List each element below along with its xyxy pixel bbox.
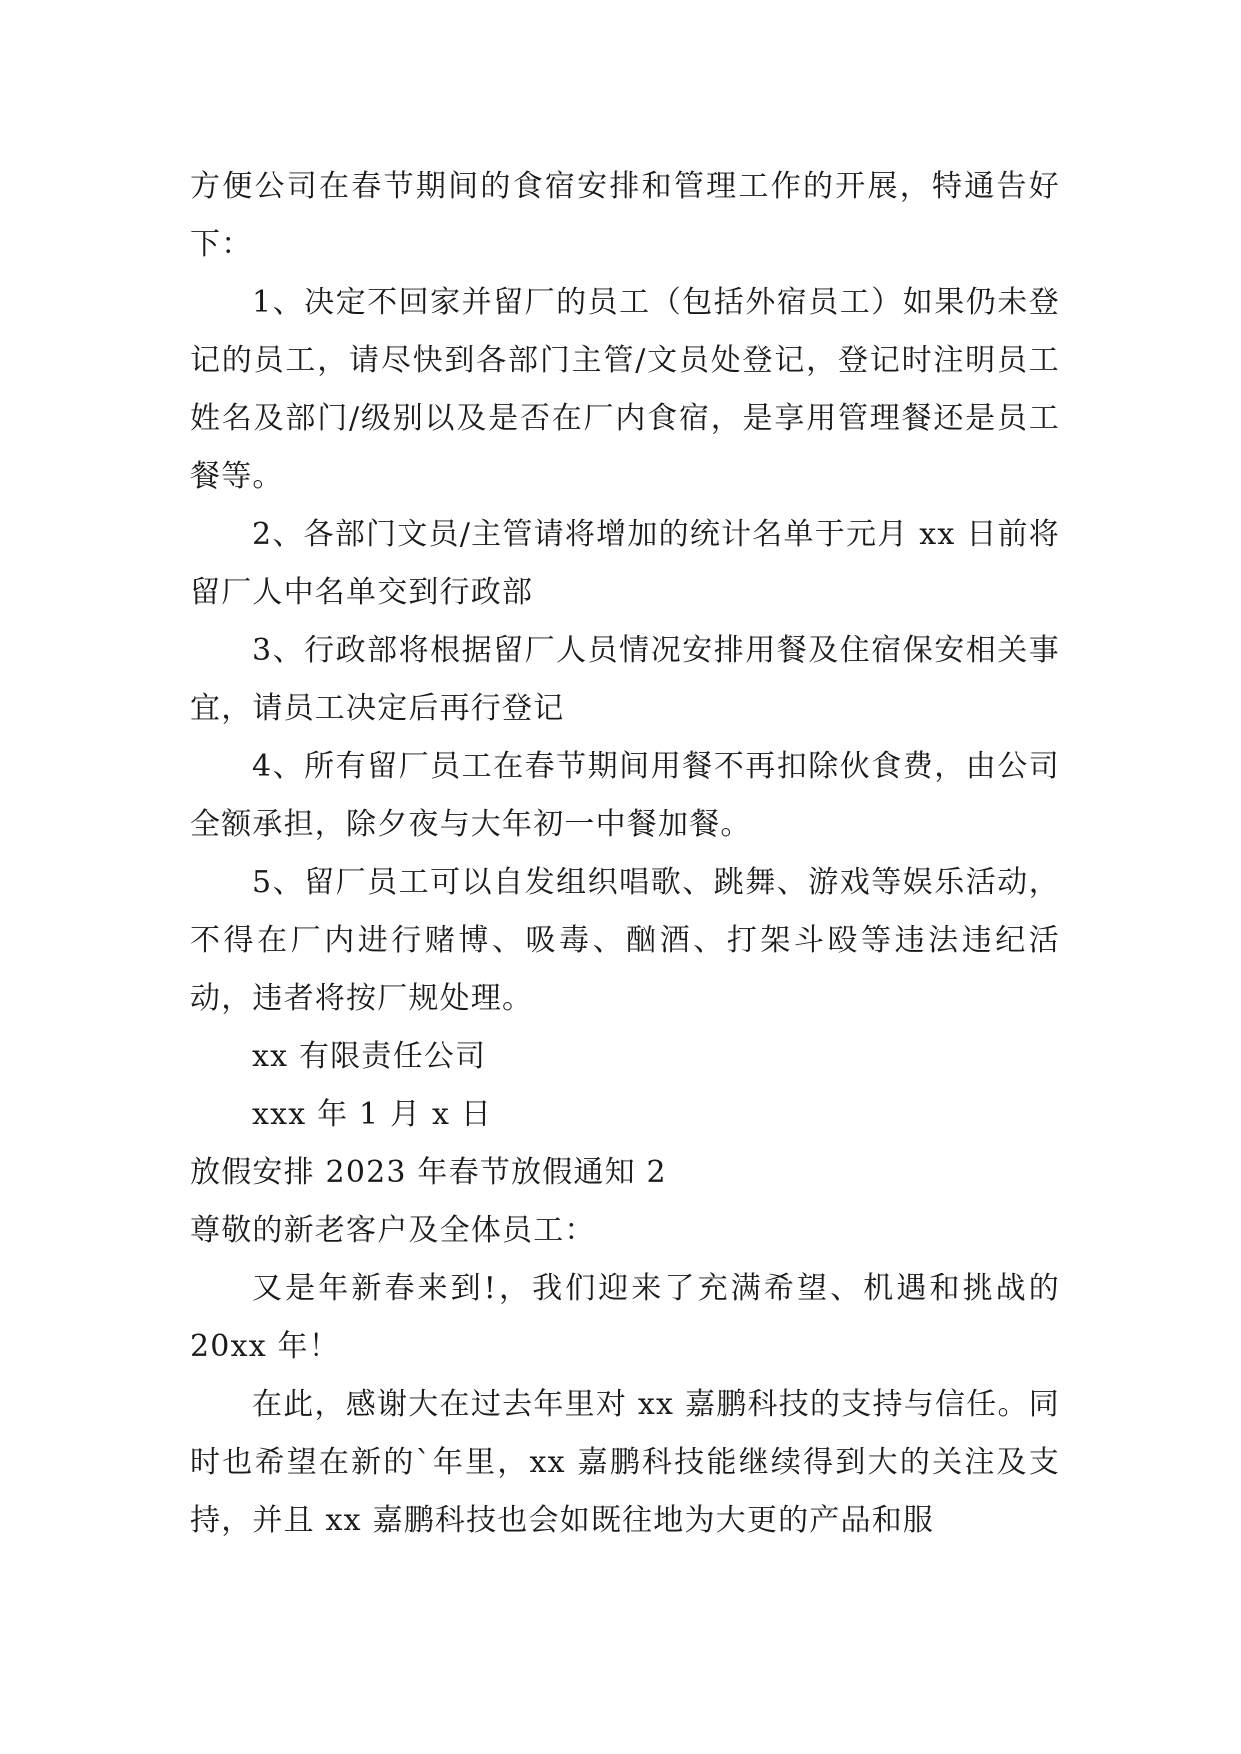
salutation: 尊敬的新老客户及全体员工： (190, 1213, 596, 1248)
signature-company: xx 有限责任公司 (252, 1039, 487, 1074)
paragraph-item-4: 4、所有留厂员工在春节期间用餐不再扣除伙食费，由公司全额承担，除夕夜与大年初一中餐加餐。 (190, 749, 1060, 842)
document-body (190, 158, 1060, 1550)
paragraph-item-5: 5、留厂员工可以自发组织唱歌、跳舞、游戏等娱乐活动，不得在厂内进行赌博、吸毒、酗酒、打架斗殴等违法违纪活动，违者将按厂规处理。 (190, 865, 1060, 1016)
paragraph-greeting: 又是年新春来到!，我们迎来了充满希望、机遇和挑战的 20xx 年！ (190, 1271, 1060, 1364)
paragraph-item-2: 2、各部门文员/主管请将增加的统计名单于元月 xx 日前将留厂人中名单交到行政部 (190, 517, 1060, 610)
paragraph-intro: 方便公司在春节期间的食宿安排和管理工作的开展，特通告好下： (190, 169, 1060, 262)
signature-date: xxx 年 1 月 x 日 (252, 1097, 493, 1132)
section-title: 放假安排 2023 年春节放假通知 2 (190, 1155, 667, 1190)
paragraph-item-3: 3、行政部将根据留厂人员情况安排用餐及住宿保安相关事宜，请员工决定后再行登记 (190, 633, 1060, 726)
paragraph-thanks: 在此，感谢大在过去年里对 xx 嘉鹏科技的支持与信任。同时也希望在新的`年里，xx 嘉鹏科技能继续得到大的关注及支持，并且 xx 嘉鹏科技也会如既往地为大更的产品和服 (190, 1387, 1060, 1538)
paragraph-item-1: 1、决定不回家并留厂的员工（包括外宿员工）如果仍未登记的员工，请尽快到各部门主管/文员处登记，登记时注明员工姓名及部门/级别以及是否在厂内食宿，是享用管理餐还是员工餐等。 (190, 285, 1060, 494)
